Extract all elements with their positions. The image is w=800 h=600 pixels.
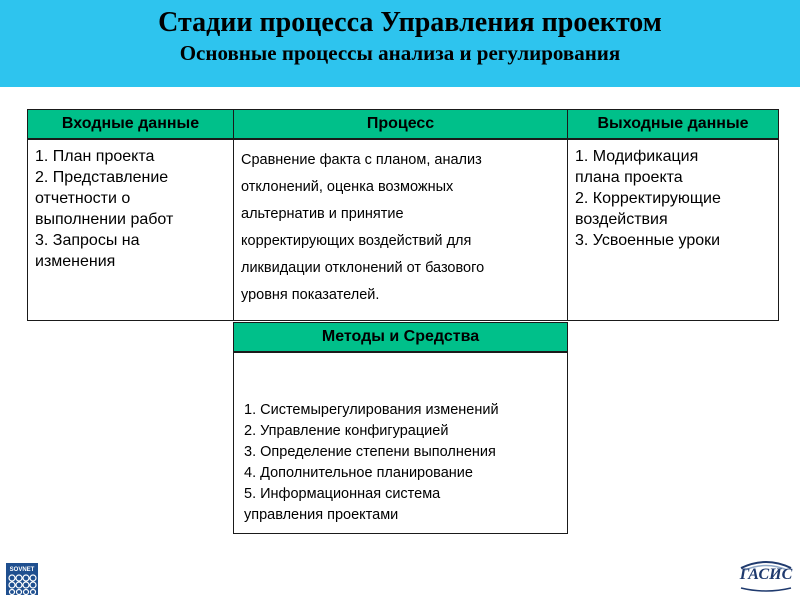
methods-header: Методы и Средства bbox=[233, 322, 568, 352]
inputs-header: Входные данные bbox=[27, 109, 234, 139]
process-box bbox=[233, 139, 568, 321]
process-line: уровня показателей. bbox=[241, 287, 380, 303]
outputs-item: плана проекта bbox=[575, 169, 683, 186]
process-line: альтернатив и принятие bbox=[241, 206, 404, 222]
outputs-box bbox=[567, 139, 779, 321]
outputs-item: 3. Усвоенные уроки bbox=[575, 232, 721, 249]
process-line: отклонений, оценка возможных bbox=[241, 179, 454, 195]
page-subtitle: Основные процессы анализа и регулирования bbox=[179, 41, 621, 65]
outputs-item: 2. Корректирующие bbox=[575, 190, 721, 207]
outputs-list bbox=[575, 146, 721, 251]
outputs-item: 1. Модификация bbox=[575, 148, 699, 165]
inputs-item: 2. Представление bbox=[35, 169, 169, 186]
methods-box bbox=[233, 352, 568, 534]
methods-item: управления проектами bbox=[244, 507, 399, 523]
gasis-logo-text: ГАСИС bbox=[739, 566, 793, 583]
title-banner bbox=[0, 0, 800, 87]
page-title: Стадии процесса Управления проектом bbox=[158, 7, 662, 38]
process-line: корректирующих воздействий для bbox=[241, 233, 472, 249]
inputs-item: выполнении работ bbox=[35, 211, 174, 228]
process-description bbox=[241, 147, 563, 309]
inputs-item: 3. Запросы на bbox=[35, 232, 140, 249]
sovnet-logo-icon bbox=[6, 563, 38, 595]
sovnet-logo bbox=[6, 563, 38, 595]
inputs-item: отчетности о bbox=[35, 190, 131, 207]
outputs-header: Выходные данные bbox=[567, 109, 779, 139]
gasis-logo bbox=[737, 558, 795, 592]
svg-text:SOVNET: SOVNET bbox=[9, 567, 35, 573]
process-line: Сравнение факта с планом, анализ bbox=[241, 152, 482, 168]
outputs-item: воздействия bbox=[575, 211, 668, 228]
methods-item: 4. Дополнительное планирование bbox=[244, 465, 473, 481]
methods-list bbox=[244, 400, 499, 526]
methods-item: 3. Определение степени выполнения bbox=[244, 444, 496, 460]
inputs-box bbox=[27, 139, 234, 321]
process-line: ликвидации отклонений от базового bbox=[241, 260, 485, 276]
inputs-list bbox=[35, 146, 173, 272]
methods-item: 2. Управление конфигурацией bbox=[244, 423, 449, 439]
process-header: Процесс bbox=[233, 109, 568, 139]
methods-item: 1. Системырегулирования изменений bbox=[244, 402, 499, 418]
methods-item: 5. Информационная система bbox=[244, 486, 441, 502]
inputs-item: изменения bbox=[35, 253, 116, 270]
inputs-item: 1. План проекта bbox=[35, 148, 155, 165]
